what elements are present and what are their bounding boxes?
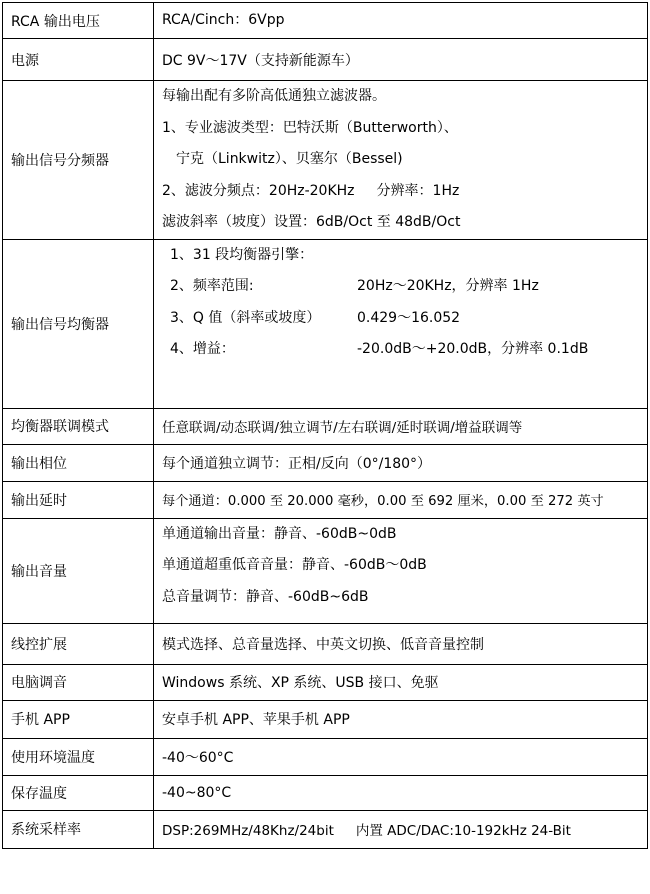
spec-line: 滤波斜率（坡度）设置：6dB/Oct 至 48dB/Oct	[162, 214, 461, 230]
table-row	[3, 444, 648, 481]
spec-value	[154, 239, 648, 408]
spec-label: 保存温度	[3, 775, 154, 810]
table-row	[3, 3, 648, 39]
spec-table	[2, 2, 648, 849]
table-row	[3, 408, 648, 444]
table-row	[3, 623, 648, 664]
eq-val: 20Hz～20KHz，分辨率 1Hz	[357, 278, 539, 294]
spec-label: RCA 输出电压	[3, 3, 154, 39]
spec-value: Windows 系统、XP 系统、USB 接口、免驱	[154, 664, 648, 700]
table-row	[3, 518, 648, 623]
eq-val: -20.0dB～+20.0dB，分辨率 0.1dB	[357, 341, 589, 357]
spec-value: 每个通道独立调节：正相/反向（0°/180°）	[154, 444, 648, 481]
spec-label: 线控扩展	[3, 623, 154, 664]
eq-key: 2、频率范围:	[170, 278, 254, 294]
spec-line	[162, 176, 645, 208]
spec-line-part: 2、滤波分频点：20Hz-20KHz	[162, 182, 355, 199]
spec-value: -40～60°C	[154, 738, 648, 775]
spec-line-part: 分辨率：1Hz	[376, 182, 460, 199]
spec-line: 单通道输出音量：静音、-60dB~0dB	[162, 525, 397, 542]
spec-value: RCA/Cinch：6Vpp	[154, 3, 648, 39]
spec-label: 电源	[3, 39, 154, 81]
table-row	[3, 81, 648, 240]
spec-label: 手机 APP	[3, 700, 154, 738]
table-row	[3, 664, 648, 700]
spec-label: 输出延时	[3, 481, 154, 518]
table-row	[3, 700, 648, 738]
eq-key: 4、增益：	[170, 341, 235, 357]
table-row	[3, 738, 648, 775]
spec-line: 总音量调节：静音、-60dB~6dB	[162, 588, 369, 605]
spec-label: 输出相位	[3, 444, 154, 481]
spec-value: 模式选择、总音量选择、中英文切换、低音音量控制	[154, 623, 648, 664]
table-row	[3, 481, 648, 518]
table-row	[3, 775, 648, 810]
spec-line: 1、专业滤波类型：巴特沃斯（Butterworth）、	[162, 119, 458, 136]
table-row	[3, 239, 648, 408]
eq-key: 3、Q 值（斜率或坡度）	[170, 309, 321, 326]
spec-value: DC 9V～17V（支持新能源车）	[154, 39, 648, 81]
spec-value	[154, 518, 648, 623]
spec-label: 输出信号分频器	[3, 81, 154, 240]
spec-value: 任意联调/动态联调/独立调节/左右联调/延时联调/增益联调等	[154, 408, 648, 444]
spec-value: -40~80°C	[154, 775, 648, 810]
table-row	[3, 39, 648, 81]
spec-label: 输出信号均衡器	[3, 239, 154, 408]
spec-line: 1、31 段均衡器引擎：	[170, 246, 314, 263]
spec-label: 使用环境温度	[3, 738, 154, 775]
spec-line: 单通道超重低音音量：静音、-60dB～0dB	[162, 557, 427, 573]
spec-label: 电脑调音	[3, 664, 154, 700]
spec-line	[162, 303, 645, 335]
spec-label: 系统采样率	[3, 810, 154, 848]
spec-line: 宁克（Linkwitz）、贝塞尔（Bessel)	[176, 151, 403, 167]
spec-value	[154, 81, 648, 240]
spec-line	[162, 271, 645, 303]
spec-line-part: 内置 ADC/DAC:10-192kHz 24-Bit	[355, 823, 571, 839]
eq-val: 0.429～16.052	[357, 309, 461, 326]
spec-value	[154, 810, 648, 848]
spec-label: 均衡器联调模式	[3, 408, 154, 444]
spec-line: 每输出配有多阶高低通独立滤波器。	[162, 88, 386, 104]
spec-value: 每个通道：0.000 至 20.000 毫秒，0.00 至 692 厘米，0.00 至 272 英寸	[154, 481, 648, 518]
table-row	[3, 810, 648, 848]
spec-line-part: DSP:269MHz/48Khz/24bit	[162, 823, 334, 839]
spec-line	[162, 334, 645, 366]
spec-label: 输出音量	[3, 518, 154, 623]
spec-value: 安卓手机 APP、苹果手机 APP	[154, 700, 648, 738]
